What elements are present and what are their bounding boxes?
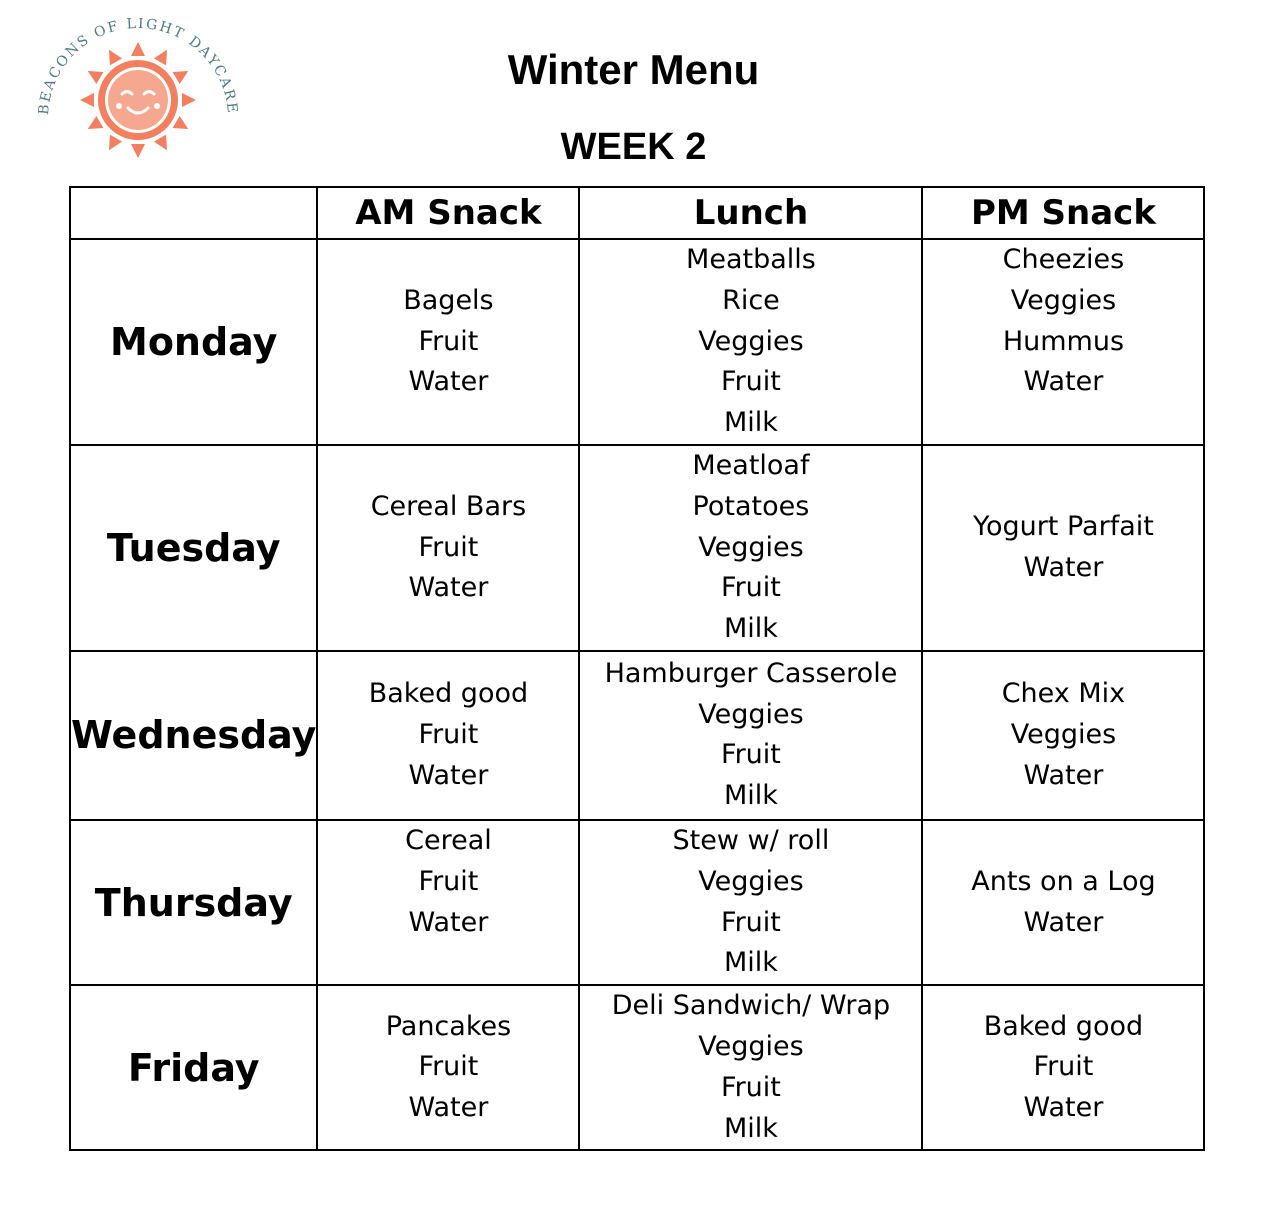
menu-table <box>69 186 1205 1151</box>
menu-item: Cereal <box>405 824 492 856</box>
day-label: Tuesday <box>70 445 317 651</box>
header-pm-snack: PM Snack <box>922 187 1204 239</box>
menu-item: Cereal Bars <box>370 490 527 522</box>
menu-item: Hamburger Casserole <box>604 657 898 689</box>
day-label: Monday <box>70 239 317 445</box>
menu-item: Water <box>408 906 489 938</box>
menu-item: Water <box>1023 1092 1104 1124</box>
am-snack-cell <box>317 820 579 985</box>
day-label: Wednesday <box>70 651 317 820</box>
menu-item: Bagels <box>403 284 494 316</box>
menu-item: Water <box>1023 906 1104 938</box>
menu-item: Water <box>1023 366 1104 398</box>
menu-item: Deli Sandwich/ Wrap <box>611 990 891 1022</box>
menu-item: Milk <box>723 1112 778 1144</box>
menu-item: Fruit <box>721 906 781 938</box>
menu-item: Milk <box>723 407 778 439</box>
menu-item: Fruit <box>721 739 781 771</box>
menu-item: Veggies <box>698 531 804 563</box>
menu-item: Fruit <box>721 366 781 398</box>
table-row-tuesday <box>70 445 1204 651</box>
pm-snack-cell <box>922 985 1204 1150</box>
menu-item: Meatballs <box>686 244 816 275</box>
am-snack-cell <box>317 651 579 820</box>
table-row-friday <box>70 985 1204 1150</box>
menu-item: Hummus <box>1002 325 1125 357</box>
menu-item: Yogurt Parfait <box>973 511 1154 543</box>
menu-item: Milk <box>723 613 778 645</box>
lunch-cell <box>579 239 922 445</box>
pm-snack-cell <box>922 445 1204 651</box>
menu-item: Water <box>408 366 489 398</box>
header-day <box>70 187 317 239</box>
menu-item: Veggies <box>698 698 804 730</box>
menu-item: Fruit <box>418 865 479 897</box>
menu-item: Ants on a Log <box>971 865 1156 897</box>
menu-item: Baked good <box>368 678 529 710</box>
lunch-cell <box>579 445 922 651</box>
header-row <box>70 187 1204 239</box>
menu-item: Water <box>408 1092 489 1124</box>
am-snack-cell <box>317 985 579 1150</box>
menu-item: Water <box>1023 551 1104 583</box>
table-row-thursday <box>70 820 1204 985</box>
menu-item: Baked good <box>983 1010 1144 1042</box>
menu-item: Veggies <box>1010 719 1117 751</box>
menu-item: Stew w/ roll <box>672 824 830 856</box>
week-subtitle: WEEK 2 <box>560 126 707 168</box>
menu-item: Fruit <box>418 325 479 357</box>
header-am-snack: AM Snack <box>317 187 579 239</box>
menu-item: Water <box>408 759 489 791</box>
menu-item: Fruit <box>1033 1051 1094 1083</box>
menu-item: Fruit <box>418 531 479 563</box>
menu-item: Rice <box>722 284 780 316</box>
menu-item: Veggies <box>698 325 804 357</box>
pm-snack-cell <box>922 651 1204 820</box>
pm-snack-cell <box>922 239 1204 445</box>
am-snack-cell <box>317 239 579 445</box>
day-label: Thursday <box>70 820 317 985</box>
menu-item: Milk <box>723 780 778 812</box>
menu-item: Pancakes <box>385 1010 512 1042</box>
day-label: Friday <box>70 985 317 1150</box>
menu-item: Fruit <box>721 572 781 604</box>
menu-item: Milk <box>723 947 778 979</box>
menu-item: Water <box>1023 759 1104 791</box>
header-lunch: Lunch <box>579 187 922 239</box>
logo-text: EACONS OF LIGHT DAYCAR <box>38 18 238 104</box>
am-snack-cell <box>317 445 579 651</box>
lunch-cell <box>579 985 922 1150</box>
menu-item: Cheezies <box>1002 244 1125 275</box>
lunch-cell <box>579 820 922 985</box>
menu-item: Fruit <box>418 719 479 751</box>
menu-item: Veggies <box>1010 284 1117 316</box>
menu-item: Fruit <box>418 1051 479 1083</box>
page-title: Winter Menu <box>507 46 760 93</box>
menu-item: Veggies <box>698 1030 804 1062</box>
menu-item: Fruit <box>721 1071 781 1103</box>
table-row-wednesday <box>70 651 1204 820</box>
menu-item: Potatoes <box>692 490 810 522</box>
menu-item: Veggies <box>698 865 804 897</box>
menu-item: Chex Mix <box>1001 678 1126 710</box>
menu-item: Water <box>408 572 489 604</box>
lunch-cell <box>579 651 922 820</box>
menu-item: Meatloaf <box>692 449 810 481</box>
table-row-monday <box>70 239 1204 445</box>
pm-snack-cell <box>922 820 1204 985</box>
